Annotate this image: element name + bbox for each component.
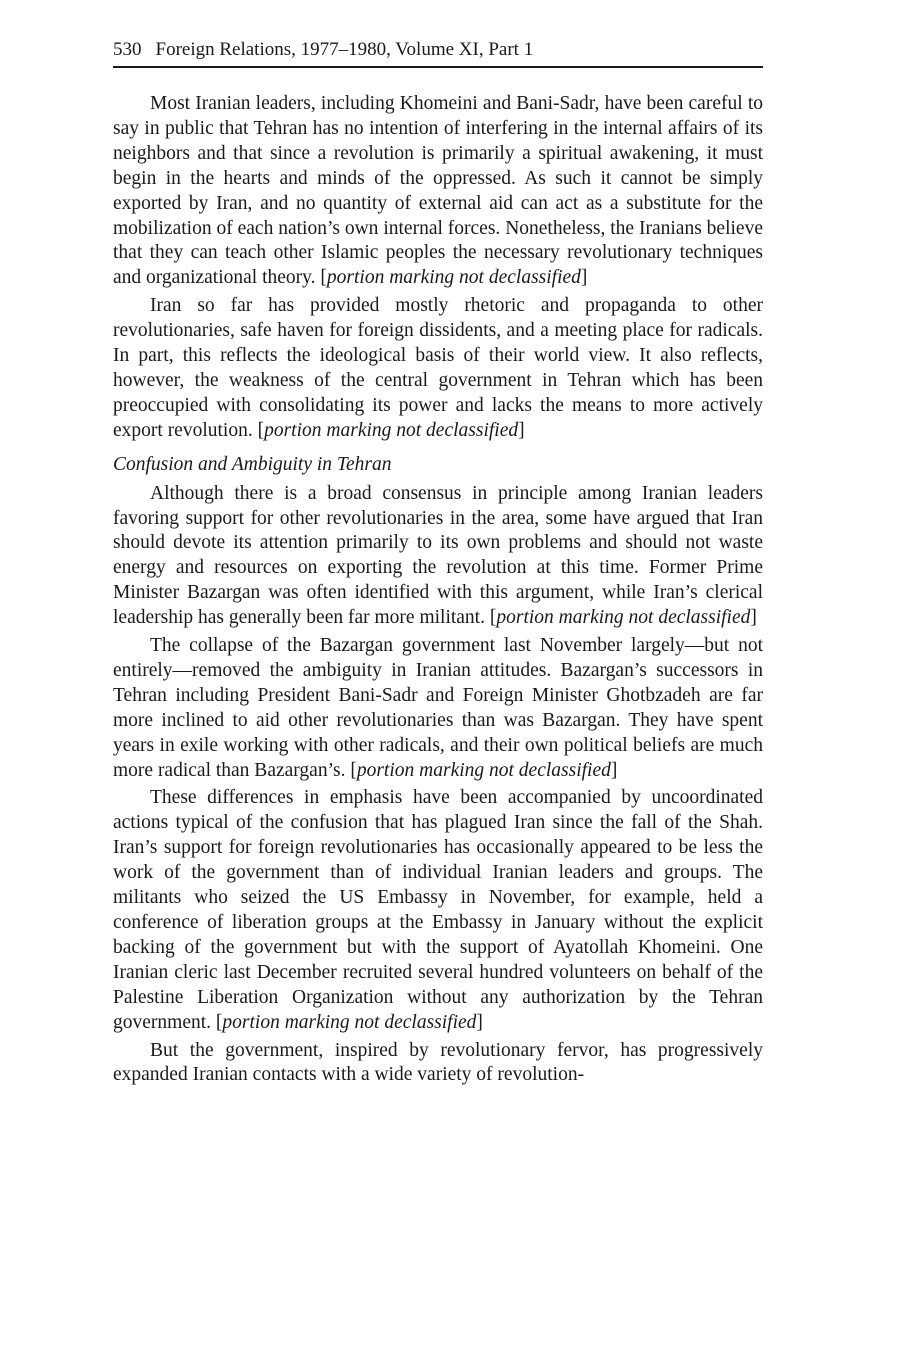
paragraph: The collapse of the Bazargan government last November largely—but not entirely—removed the ambiguity in Iranian attitudes. Bazargan’s successors in Tehran including President Bani-Sadr and Foreign Minister Ghotbzadeh are far more inclined to aid other revolutionaries than was Bazargan. They have spent years in exile working with other radicals, and their own political beliefs are much more radical than Bazargan’s. [portion marking not declassified] xyxy=(113,635,763,781)
paragraph-text: These differences in emphasis have been accompanied by uncoordinated actions typical of the confusion that has plagued Iran since the fall of the Shah. Iran’s support for foreign revolutionaries has occasionally appeared to be less the work of the government than of individual Iranian leaders and groups. The militants who seized the US Embassy in November, for example, held a conference of liberation groups at the Embassy in January without the explicit backing of the government but with the support of Ayatollah Khomeini. One Iranian cleric last December recruited several hundred volunteers on behalf of the Palestine Liberation Organization without any authorization by the Tehran government. xyxy=(113,787,763,1033)
paragraph-text: Iran so far has provided mostly rhetoric and propaganda to other revolutionaries, safe haven for foreign dissidents, and a meeting place for radicals. In part, this reflects the ideological basis of their world view. It also reflects, however, the weakness of the central government in Tehran which has been preoccupied with consolidating its power and lacks the means to more actively export revolution. xyxy=(113,295,763,441)
portion-marking: portion marking not declassified xyxy=(222,1011,477,1033)
document-page xyxy=(113,36,763,1091)
paragraph xyxy=(113,1039,763,1089)
paragraph: Iran so far has provided mostly rhetoric and propaganda to other revolutionaries, safe haven for foreign dissidents, and a meeting place for radicals. In part, this reflects the ideological basis of their world view. It also reflects, however, the weakness of the central government in Tehran which has been preoccupied with consolidating its power and lacks the means to more actively export revolution. [portion marking not declassified] xyxy=(113,295,763,441)
paragraph-text: The collapse of the Bazargan government last November largely—but not entirely—removed the ambiguity in Iranian attitudes. Bazargan’s successors in Tehran including President Bani-Sadr and Foreign Minister Ghotbzadeh are far more inclined to aid other revolutionaries than was Bazargan. They have spent years in exile working with other radicals, and their own political beliefs are much more radical than Bazargan’s. xyxy=(113,635,763,781)
paragraph-text: But the government, inspired by revolutionary fervor, has progressively expanded Iranian contacts with a wide variety of revolution- xyxy=(113,1039,763,1086)
portion-marking: portion marking not declassified xyxy=(496,607,751,629)
portion-marking: portion marking not declassified xyxy=(326,267,581,289)
page-number: 530 xyxy=(113,39,142,60)
portion-marking: portion marking not declassified xyxy=(264,419,519,441)
section-heading: Confusion and Ambiguity in Tehran xyxy=(113,453,392,475)
portion-marking: portion marking not declassified xyxy=(356,759,611,781)
paragraph: Although there is a broad consensus in principle among Iranian leaders favoring support for other revolutionaries in the area, some have argued that Iran should devote its attention primarily to its own problems and should not waste energy and resources on exporting the revolution at this time. Former Prime Minister Bazargan was often identified with this argument, while Iran’s clerical leadership has generally been far more militant. [portion marking not declassified] xyxy=(113,482,763,629)
running-header xyxy=(113,36,763,68)
paragraph-text: Most Iranian leaders, including Khomeini and Bani-Sadr, have been careful to say in public that Tehran has no intention of interfering in the internal affairs of its neighbors and that since a revolution is primarily a spiritual awakening, it must begin in the hearts and minds of the oppressed. As such it cannot be simply exported by Iran, and no quantity of external aid can act as a substitute for the mobilization of each nation’s own internal forces. Nonetheless, the Iranians believe that they can teach other Islamic peoples the necessary revolutionary techniques and organizational theory. xyxy=(113,93,763,289)
paragraph: These differences in emphasis have been accompanied by uncoordinated actions typical of the confusion that has plagued Iran since the fall of the Shah. Iran’s support for foreign revolutionaries has occasionally appeared to be less the work of the government than of individual Iranian leaders and groups. The militants who seized the US Embassy in November, for example, held a conference of liberation groups at the Embassy in January without the explicit backing of the government but with the support of Ayatollah Khomeini. One Iranian cleric last December recruited several hundred volunteers on behalf of the Palestine Liberation Organization without any authorization by the Tehran government. [portion marking not declassified] xyxy=(113,787,763,1033)
body-text xyxy=(113,92,763,1088)
running-title: Foreign Relations, 1977–1980, Volume XI, Part 1 xyxy=(155,39,534,60)
paragraph-text: Although there is a broad consensus in principle among Iranian leaders favoring support for other revolutionaries in the area, some have argued that Iran should devote its attention primarily to its own problems and should not waste energy and resources on exporting the revolution at this time. Former Prime Minister Bazargan was often identified with this argument, while Iran’s clerical leadership has generally been far more militant. xyxy=(113,482,763,629)
paragraph: Most Iranian leaders, including Khomeini and Bani-Sadr, have been careful to say in public that Tehran has no intention of interfering in the internal affairs of its neighbors and that since a revolution is primarily a spiritual awakening, it must begin in the hearts and minds of the oppressed. As such it cannot be simply exported by Iran, and no quantity of external aid can act as a substitute for the mobilization of each nation’s own internal forces. Nonetheless, the Iranians believe that they can teach other Islamic peoples the necessary revolutionary techniques and organizational theory. [portion marking not declassified] xyxy=(113,93,763,289)
